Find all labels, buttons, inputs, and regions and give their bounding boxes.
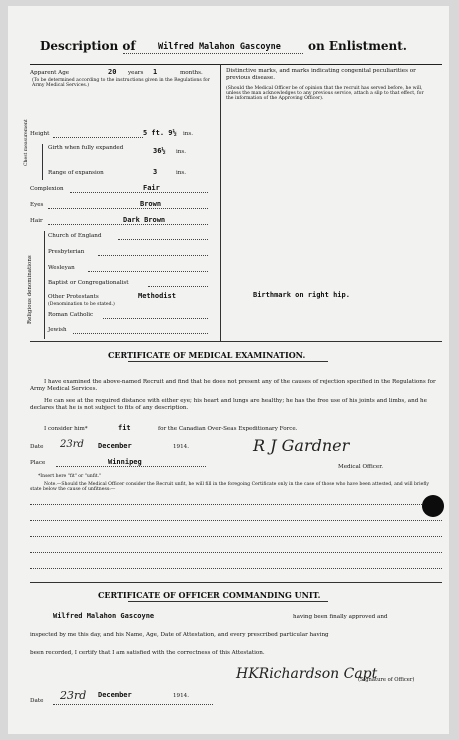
age-years: 20 <box>108 68 117 76</box>
religion-church-of-england: Church of England <box>48 233 102 239</box>
signature-of-officer-label: (Signature of Officer) <box>358 677 415 683</box>
medical-date-year: 1914. <box>173 444 190 450</box>
commanding-rule-top <box>30 582 442 583</box>
title-prefix: Description of <box>40 39 136 53</box>
consider-suffix: for the Canadian Over-Seas Expeditionary Force. <box>158 426 298 432</box>
religion-dots-3 <box>88 271 208 272</box>
place-dots <box>56 466 206 467</box>
commanding-line-2: inspected by me this day, and his Name, Age, Date of Attestation, and every prescribed particular having <box>30 632 329 638</box>
age-note: (To be determined according to the instructions given in the Regulations for Army Medical Services.) <box>32 78 210 88</box>
attestation-page <box>8 6 449 734</box>
consider-label: I consider him* <box>44 426 88 432</box>
unfit-line-3 <box>30 536 442 537</box>
complexion-dots <box>70 192 208 193</box>
insert-note: *Insert here "fit" or "unfit." <box>38 474 102 479</box>
commanding-name-value: Wilfred Malahon Gascoyne <box>53 612 155 620</box>
religion-wesleyan: Wesleyan <box>48 265 75 271</box>
medical-para-1: I have examined the above-named Recruit and find that he does not present any of the causes of rejection specified in the Regulations for Army Medical Services. <box>30 379 436 392</box>
column-divider <box>220 64 221 341</box>
unfit-line-1 <box>30 504 442 505</box>
header-rule <box>30 64 442 65</box>
commanding-heading: CERTIFICATE OF OFFICER COMMANDING UNIT. <box>98 590 321 600</box>
religion-value: Methodist <box>138 292 176 300</box>
girth-label: Girth when fully expanded <box>48 145 124 151</box>
binder-hole <box>422 495 444 517</box>
religion-dots-2 <box>98 255 208 256</box>
months-label: months. <box>180 70 203 76</box>
religion-jewish: Jewish <box>48 327 67 333</box>
religion-label: Religious denominations <box>27 255 33 324</box>
chest-label: Chest measurement <box>24 119 29 166</box>
eyes-value: Brown <box>140 200 162 208</box>
commanding-heading-underline <box>128 601 328 602</box>
religion-dots-4 <box>148 286 208 287</box>
place-label: Place <box>30 460 46 466</box>
commanding-date-month: December <box>98 691 132 699</box>
religion-note: (Denomination to be stated.) <box>48 302 115 307</box>
religion-bracket <box>44 231 45 339</box>
girth-value: 36½ <box>153 147 166 155</box>
years-label: years <box>128 70 144 76</box>
religion-baptist: Baptist or Congregationalist <box>48 280 129 286</box>
commanding-date-label: Date <box>30 698 44 704</box>
height-dots <box>53 137 143 138</box>
medical-note: Note.—Should the Medical Officer consider the Recruit unfit, he will fill in the foregoing Certificate only in the case of those who have been attested, and will briefly state below the cause of unfitness:— <box>30 482 429 492</box>
religion-other-protestants: Other Protestants <box>48 294 99 300</box>
marks-note: (Should the Medical Officer be of opinion that the recruit has served before, he will, unless the man acknowledges to any previous service, attach a slip to that effect, for the information of the Approving Officer). <box>226 86 424 101</box>
religion-roman-catholic: Roman Catholic <box>48 312 94 318</box>
hair-value: Dark Brown <box>123 216 166 224</box>
height-value: 5 ft. 9½ <box>143 129 177 137</box>
commanding-date-day: 23rd <box>60 689 87 702</box>
complexion-value: Fair <box>143 184 160 192</box>
age-label: Apparent Age <box>30 70 70 76</box>
commanding-line-3: been recorded, I certify that I am satisfied with the correctness of this Attestation. <box>30 650 265 656</box>
medical-para-2: He can see at the required distance with either eye; his heart and lungs are healthy; he has the free use of his joints and limbs, and he declares that he is not subject to fits of any description. <box>30 398 427 411</box>
unfit-line-5 <box>30 568 442 569</box>
complexion-label: Complexion <box>30 186 64 192</box>
commanding-officer-signature: HKRichardson Capt <box>236 666 378 682</box>
medical-date-day: 23rd <box>60 439 84 450</box>
name-dots <box>123 53 303 54</box>
height-label: Height <box>30 131 50 137</box>
chest-bracket <box>42 144 43 180</box>
height-unit: ins. <box>183 131 194 137</box>
title-suffix: on Enlistment. <box>308 39 407 53</box>
age-months: 1 <box>153 68 158 76</box>
commanding-date-year: 1914. <box>173 693 190 699</box>
marks-value: Birthmark on right hip. <box>253 291 350 299</box>
hair-dots <box>48 224 208 225</box>
medical-rule-top <box>30 341 442 342</box>
commanding-line-1-suffix: having been finally approved and <box>293 614 388 620</box>
medical-date-month: December <box>98 442 132 450</box>
range-label: Range of expansion <box>48 170 104 176</box>
unfit-line-2 <box>30 520 442 521</box>
range-unit: ins. <box>176 170 187 176</box>
place-value: Winnipeg <box>108 458 142 466</box>
medical-officer-signature: R J Gardner <box>253 436 350 455</box>
religion-presbyterian: Presbyterian <box>48 249 85 255</box>
religion-dots-1 <box>118 239 208 240</box>
fit-value: fit <box>118 424 131 432</box>
medical-officer-label: Medical Officer. <box>338 464 384 470</box>
religion-dots-6 <box>103 318 208 319</box>
religion-dots-7 <box>73 333 208 334</box>
medical-heading: CERTIFICATE OF MEDICAL EXAMINATION. <box>108 350 306 360</box>
unfit-line-4 <box>30 552 442 553</box>
marks-heading: Distinctive marks, and marks indicating congenital peculiarities or previous disease. <box>226 68 416 81</box>
recruit-name: Wilfred Malahon Gascoyne <box>158 42 281 52</box>
medical-heading-underline <box>128 361 328 362</box>
medical-date-label: Date <box>30 444 44 450</box>
commanding-date-dots <box>53 704 213 705</box>
range-value: 3 <box>153 168 158 176</box>
girth-unit: ins. <box>176 149 187 155</box>
hair-label: Hair <box>30 218 43 224</box>
eyes-dots <box>48 208 208 209</box>
eyes-label: Eyes <box>30 202 44 208</box>
